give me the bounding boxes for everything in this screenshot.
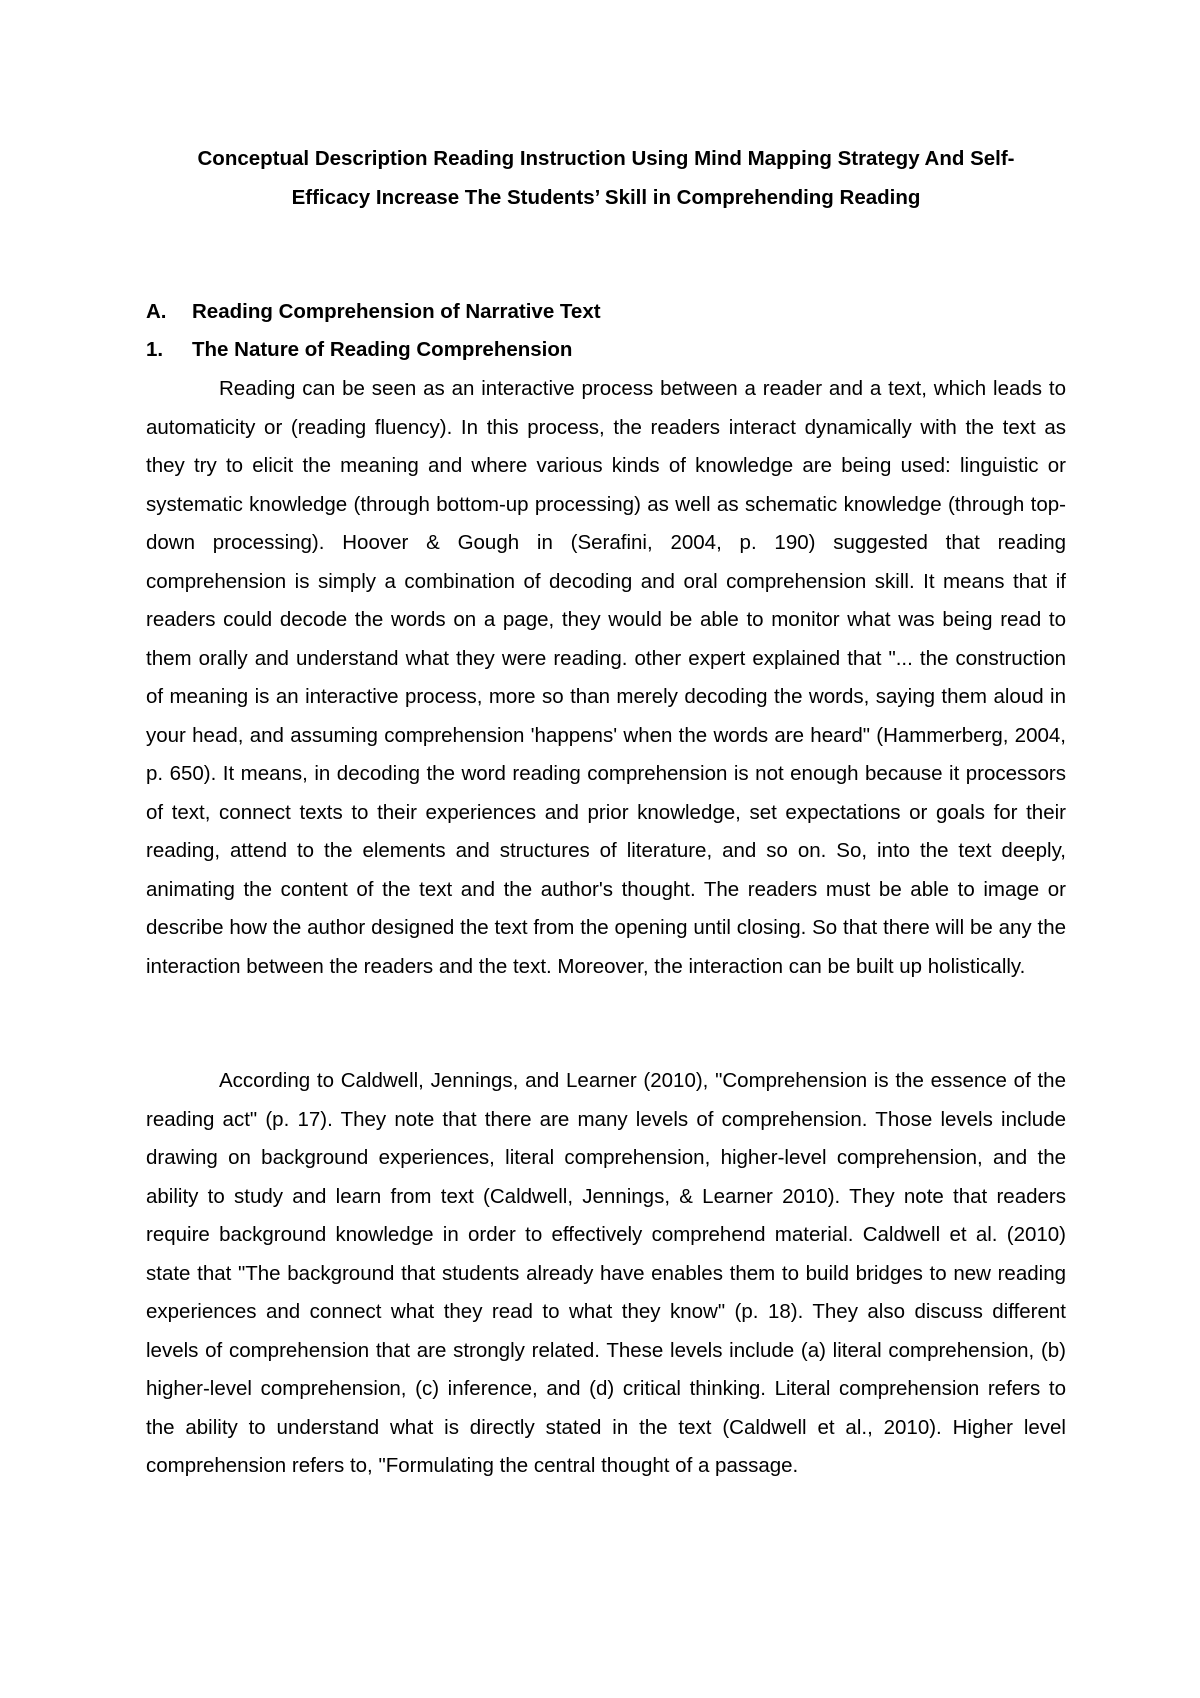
subsection-title: The Nature of Reading Comprehension	[192, 338, 573, 361]
subsection-heading-1	[146, 331, 572, 370]
body-paragraph-1: Reading can be seen as an interactive process between a reader and a text, which leads to automaticity or (reading fluency). In this process, the readers interact dynamically with the text as they try to elicit the meaning and where various kinds of knowledge are being used: linguistic or systematic knowledge (through bottom-up processing) as well as schematic knowledge (through top-down processing). Hoover & Gough in (Serafini, 2004, p. 190) suggested that reading comprehension is simply a combination of decoding and oral comprehension skill. It means that if readers could decode the words on a page, they would be able to monitor what was being read to them orally and understand what they were reading. other expert explained that "... the construction of meaning is an interactive process, more so than merely decoding the words, saying them aloud in your head, and assuming comprehension 'happens' when the words are heard" (Hammerberg, 2004, p. 650). It means, in decoding the word reading comprehension is not enough because it processors of text, connect texts to their experiences and prior knowledge, set expectations or goals for their reading, attend to the elements and structures of literature, and so on. So, into the text deeply, animating the content of the text and the author's thought. The readers must be able to image or describe how the author designed the text from the opening until closing. So that there will be any the interaction between the readers and the text. Moreover, the interaction can be built up holistically.	[146, 377, 1066, 978]
title-line-1: Conceptual Description Reading Instruction Using Mind Mapping Strategy And Self-	[197, 147, 1015, 170]
body-paragraph-2: According to Caldwell, Jennings, and Learner (2010), "Comprehension is the essence of the reading act" (p. 17). They note that there are many levels of comprehension. Those levels include drawing on background experiences, literal comprehension, higher-level comprehension, and the ability to study and learn from text (Caldwell, Jennings, & Learner 2010). They note that readers require background knowledge in order to effectively comprehend material. Caldwell et al. (2010) state that "The background that students already have enables them to build bridges to new reading experiences and connect what they read to what they know" (p. 18). They also discuss different levels of comprehension that are strongly related. These levels include (a) literal comprehension, (b) higher-level comprehension, (c) inference, and (d) critical thinking. Literal comprehension refers to the ability to understand what is directly stated in the text (Caldwell et al., 2010). Higher level comprehension refers to, "Formulating the central thought of a passage.	[146, 1069, 1066, 1477]
title-line-2: Efficacy Increase The Students’ Skill in Comprehending Reading	[291, 185, 921, 209]
section-heading-a	[146, 293, 601, 332]
section-number: A.	[146, 300, 167, 323]
subsection-number: 1.	[146, 338, 164, 361]
document-title	[146, 140, 1066, 217]
section-title: Reading Comprehension of Narrative Text	[192, 300, 601, 323]
document-page	[146, 0, 1066, 1698]
